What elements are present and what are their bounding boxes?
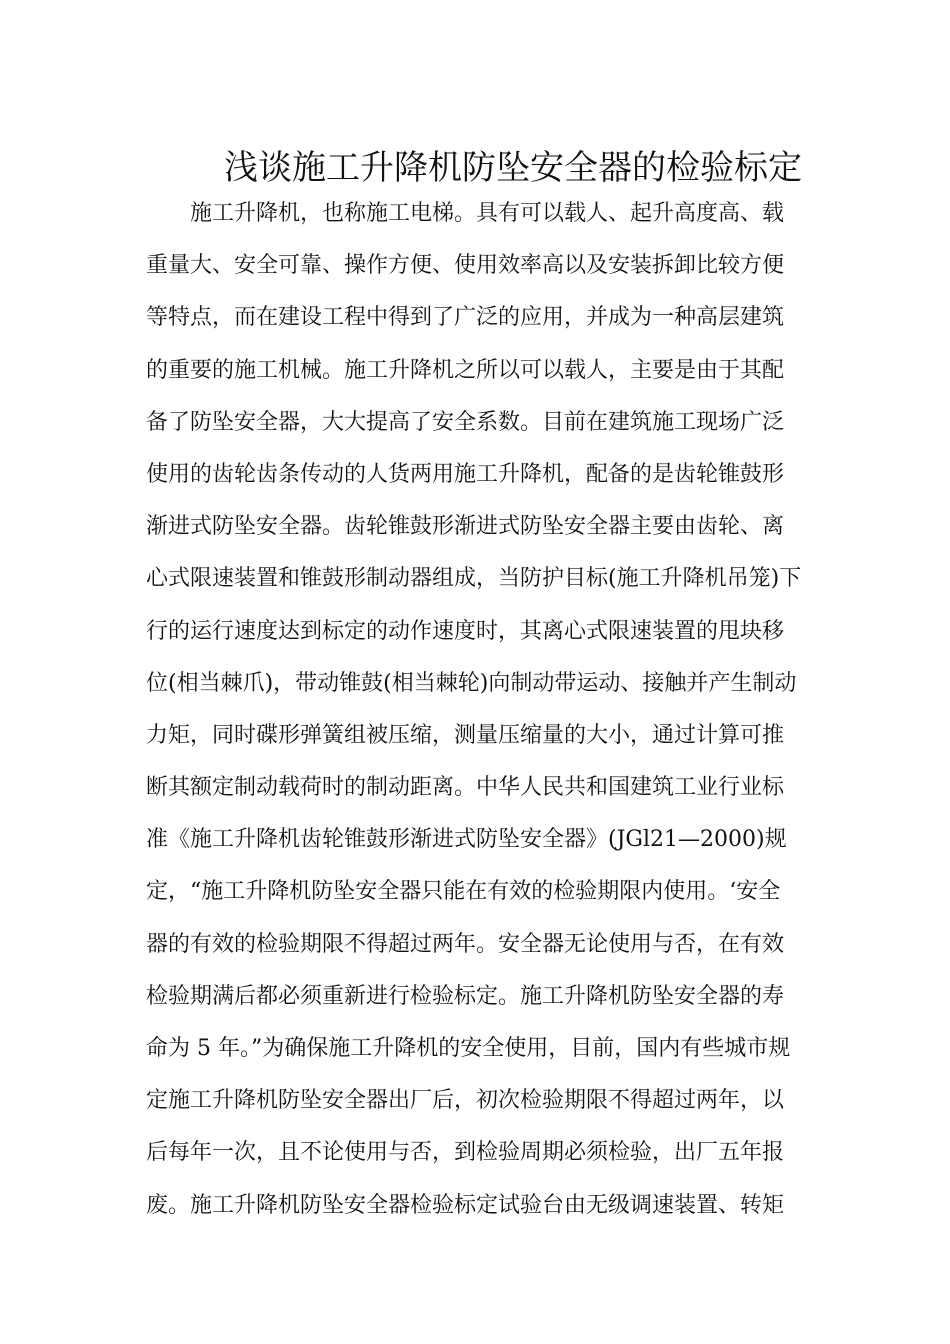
paragraph-line-15: 器的有效的检验期限不得超过两年。安全器无论使用与否，在有效 <box>146 931 785 957</box>
paragraph-line-5: 备了防坠安全器，大大提高了安全系数。目前在建筑施工现场广泛 <box>146 409 785 435</box>
paragraph-line-6: 使用的齿轮齿条传动的人货两用施工升降机，配备的是齿轮锥鼓形 <box>146 461 785 487</box>
paragraph-line-4: 的重要的施工机械。施工升降机之所以可以载人，主要是由于其配 <box>146 357 785 383</box>
paragraph-line-19: 后每年一次，且不论使用与否，到检验周期必须检验，出厂五年报 <box>146 1140 785 1166</box>
body-paragraph <box>146 194 806 1238</box>
paragraph-line-20: 废。施工升降机防坠安全器检验标定试验台由无级调速装置、转矩 <box>146 1192 785 1218</box>
paragraph-line-16: 检验期满后都必须重新进行检验标定。施工升降机防坠安全器的寿 <box>146 983 785 1009</box>
paragraph-line-17: 命为 5 年。”为确保施工升降机的安全使用，目前，国内有些城市规 <box>146 1036 791 1061</box>
paragraph-line-13: 准《施工升降机齿轮锥鼓形渐进式防坠安全器》(JGl21—2000)规 <box>146 827 787 853</box>
paragraph-line-1: 施工升降机，也称施工电梯。具有可以载人、起升高度高、载 <box>190 201 785 226</box>
paragraph-line-11: 力矩，同时碟形弹簧组被压缩，测量压缩量的大小，通过计算可推 <box>146 722 785 748</box>
paragraph-line-14: 定，“施工升降机防坠安全器只能在有效的检验期限内使用。‘安全 <box>146 879 781 905</box>
paragraph-line-10: 位(相当棘爪)，带动锥鼓(相当棘轮)向制动带运动、接触并产生制动 <box>146 670 797 696</box>
paragraph-line-3: 等特点，而在建设工程中得到了广泛的应用，并成为一种高层建筑 <box>146 305 785 331</box>
paragraph-line-9: 行的运行速度达到标定的动作速度时，其离心式限速装置的甩块移 <box>146 618 785 644</box>
paragraph-line-12: 断其额定制动载荷时的制动距离。中华人民共和国建筑工业行业标 <box>146 775 785 801</box>
paragraph-line-7: 渐进式防坠安全器。齿轮锥鼓形渐进式防坠安全器主要由齿轮、离 <box>146 514 785 540</box>
paragraph-line-18: 定施工升降机防坠安全器出厂后，初次检验期限不得超过两年，以 <box>146 1088 785 1114</box>
document-title: 浅谈施工升降机防坠安全器的检验标定 <box>224 147 802 188</box>
paragraph-line-2: 重量大、安全可靠、操作方便、使用效率高以及安装拆卸比较方便 <box>146 253 785 279</box>
paragraph-line-8: 心式限速装置和锥鼓形制动器组成，当防护目标(施工升降机吊笼)下 <box>146 566 802 592</box>
